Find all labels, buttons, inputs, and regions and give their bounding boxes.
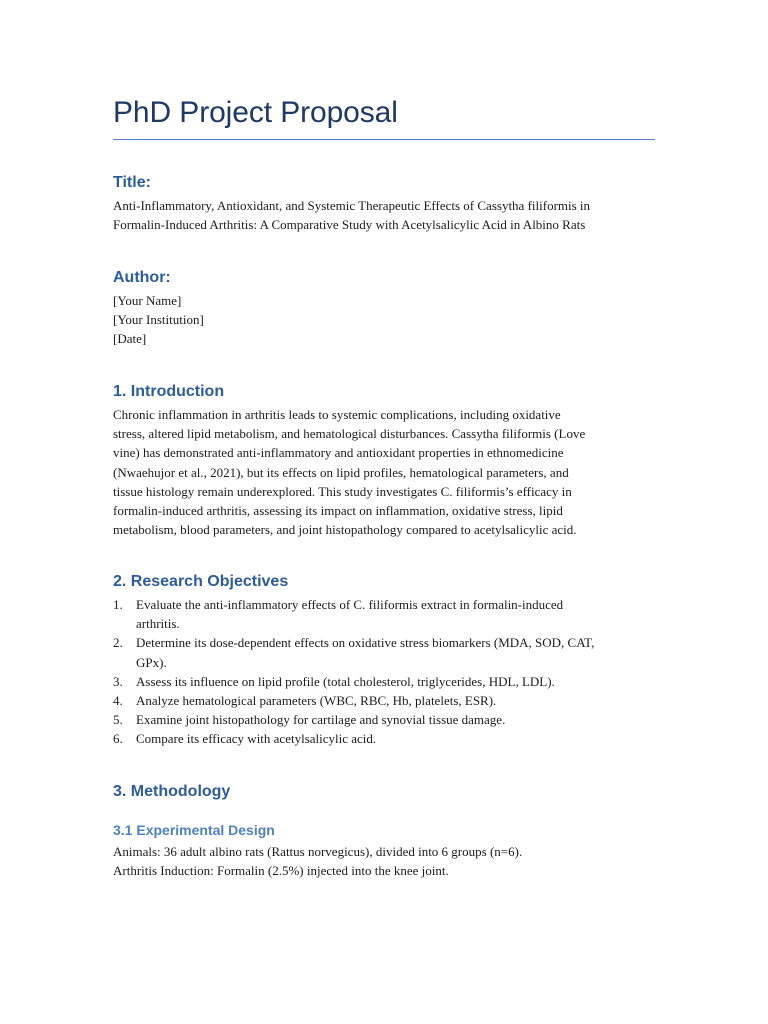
title-heading: Title: xyxy=(113,174,151,191)
introduction-line: tissue histology remain underexplored. This study investigates C. filiformis’s efficacy in xyxy=(113,483,572,499)
author-date: [Date] xyxy=(113,331,147,347)
objective-line: Analyze hematological parameters (WBC, RBC, Hb, platelets, ESR). xyxy=(136,693,497,709)
methodology-line: Animals: 36 adult albino rats (Rattus norvegicus), divided into 6 groups (n=6). xyxy=(113,844,523,859)
author-heading: Author: xyxy=(113,269,171,286)
objective-number: 4. xyxy=(113,693,123,709)
experimental-design-heading: 3.1 Experimental Design xyxy=(113,822,275,838)
objective-item xyxy=(113,595,655,633)
objective-number: 5. xyxy=(113,712,123,728)
objective-item xyxy=(113,729,655,748)
methodology-heading: 3. Methodology xyxy=(113,783,231,800)
introduction-line: vine) has demonstrated anti-inflammatory and antioxidant properties in ethnomedicine xyxy=(113,445,564,461)
objective-number: 6. xyxy=(113,731,123,747)
introduction-line: Chronic inflammation in arthritis leads to systemic complications, including oxidative xyxy=(113,407,561,422)
introduction-line: metabolism, blood parameters, and joint histopathology compared to acetylsalicylic acid. xyxy=(113,522,577,538)
objective-number: 1. xyxy=(113,597,123,612)
objective-line: Assess its influence on lipid profile (total cholesterol, triglycerides, HDL, LDL). xyxy=(136,673,555,689)
objective-item xyxy=(113,691,655,710)
objective-line: Compare its efficacy with acetylsalicylic acid. xyxy=(136,731,377,747)
introduction-paragraph xyxy=(113,405,655,539)
objective-item xyxy=(113,633,655,671)
title-text xyxy=(113,196,655,234)
introduction-line: stress, altered lipid metabolism, and hematological disturbances. Cassytha filiformis (Love xyxy=(113,426,586,442)
objective-line: Examine joint histopathology for cartilage and synovial tissue damage. xyxy=(136,712,506,728)
objective-item xyxy=(113,710,655,729)
objective-number: 3. xyxy=(113,673,123,689)
author-name: [Your Name] xyxy=(113,293,182,308)
objective-item xyxy=(113,672,655,691)
objective-line: Evaluate the anti-inflammatory effects of C. filiformis extract in formalin-induced xyxy=(136,597,564,612)
document-title: PhD Project Proposal xyxy=(113,96,398,129)
objective-line: Determine its dose-dependent effects on oxidative stress biomarkers (MDA, SOD, CAT, xyxy=(136,635,595,651)
objectives-heading: 2. Research Objectives xyxy=(113,573,289,590)
objective-line: arthritis. xyxy=(136,616,180,632)
title-line: Formalin-Induced Arthritis: A Comparative Study with Acetylsalicylic Acid in Albino Rats xyxy=(113,217,586,233)
objective-number: 2. xyxy=(113,635,123,651)
author-details xyxy=(113,291,655,349)
objective-line: GPx). xyxy=(136,654,167,670)
introduction-line: (Nwaehujor et al., 2021), but its effects on lipid profiles, hematological parameters, and xyxy=(113,464,569,480)
introduction-line: formalin-induced arthritis, assessing its impact on inflammation, oxidative stress, lipid xyxy=(113,503,563,519)
title-line: Anti-Inflammatory, Antioxidant, and Systemic Therapeutic Effects of Cassytha filiformis in xyxy=(113,198,591,213)
title-underline-rule xyxy=(113,139,655,140)
author-institution: [Your Institution] xyxy=(113,312,204,328)
introduction-heading: 1. Introduction xyxy=(113,383,225,400)
methodology-line: Arthritis Induction: Formalin (2.5%) injected into the knee joint. xyxy=(113,863,449,879)
experimental-design-text xyxy=(113,842,655,880)
objectives-list xyxy=(113,595,655,749)
